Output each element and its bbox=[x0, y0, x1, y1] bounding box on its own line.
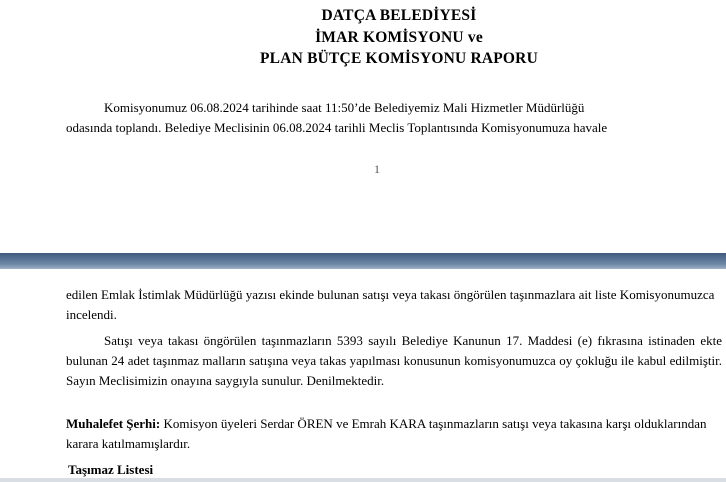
dissent-text: Komisyon üyeleri Serdar ÖREN ve Emrah KARA taşınmazların satışı veya takasına karşı olduklarından karara katılmamışlardır. bbox=[66, 416, 707, 451]
meeting-paragraph-line1: Komisyonumuz 06.08.2024 tarihinde saat 11:50’de Belediyemiz Mali Hizmetler Müdürlüğü bbox=[104, 100, 585, 115]
decision-paragraph[interactable] bbox=[66, 331, 722, 391]
header-report-title: PLAN BÜTÇE KOMİSYONU RAPORU bbox=[260, 50, 538, 67]
horizontal-scrollbar[interactable] bbox=[0, 478, 726, 482]
page-number: 1 bbox=[374, 162, 380, 176]
header-municipality: DATÇA BELEDİYESİ bbox=[321, 7, 477, 24]
document-page-2[interactable] bbox=[0, 269, 726, 482]
decision-paragraph-text: Satışı veya takası öngörülen taşınmazların 5393 sayılı Belediye Kanunun 17. Maddesi (e) fıkrasına istinaden ekte bulunan 24 adet taşınmaz malların satışına veya takas yapılması konusunun komisyonumuzca oy çokluğu ile kabul edilmiştir. Sayın Meclisimizin onayına saygıyla sunulur. Denilmektedir. bbox=[66, 333, 722, 388]
dissent-label: Muhalefet Şerhi: bbox=[66, 416, 161, 431]
header-commission: İMAR KOMİSYONU ve bbox=[315, 29, 483, 46]
meeting-paragraph[interactable] bbox=[66, 98, 722, 138]
list-review-paragraph[interactable]: edilen Emlak İstimlak Müdürlüğü yazısı ekinde bulunan satışı veya takası öngörülen taşınmazlara ait liste Komisyonumuzca incelendi. bbox=[66, 287, 715, 322]
dissent-paragraph[interactable] bbox=[66, 414, 722, 454]
property-list-heading: Taşımaz Listesi bbox=[68, 462, 154, 477]
page-break-separator bbox=[0, 253, 726, 269]
meeting-paragraph-line2: odasında toplandı. Belediye Meclisinin 06.08.2024 tarihli Meclis Toplantısında Komisyonumuza havale bbox=[66, 120, 608, 135]
